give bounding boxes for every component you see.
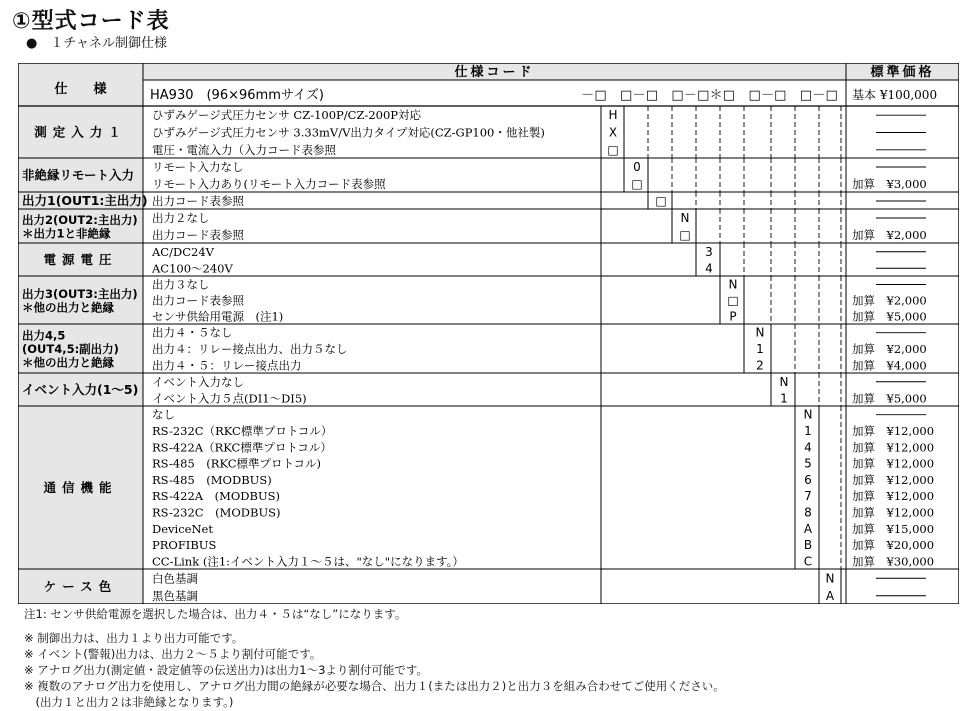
spec-header: 仕 様 bbox=[54, 82, 107, 97]
code-char: 8 bbox=[804, 505, 812, 520]
spec-label: ケース色 bbox=[43, 579, 118, 594]
code-char: P bbox=[729, 309, 737, 324]
code-char: A bbox=[825, 588, 835, 603]
price-header: 標準価格 bbox=[870, 65, 935, 80]
note-line: ※ 制御出力は、出力１より出力可能です。 bbox=[24, 631, 244, 645]
option-price: 加算 ¥2,000 bbox=[852, 228, 927, 242]
code-char: 1 bbox=[756, 342, 764, 356]
option-text: RS-232C（RKC標準プロトコル） bbox=[152, 423, 333, 438]
option-price: 加算 ¥5,000 bbox=[852, 391, 927, 406]
option-text: 出力コード表参照 bbox=[152, 228, 244, 242]
code-char: N bbox=[779, 374, 789, 389]
option-price: 加算 ¥4,000 bbox=[852, 358, 927, 373]
code-char: N bbox=[755, 325, 765, 340]
note-line: (出力１と出力２は非絶縁となります。) bbox=[24, 695, 234, 709]
spec-label: 出力3(OUT3:主出力) bbox=[22, 286, 138, 301]
option-text: 黒色基調 bbox=[152, 588, 198, 603]
option-price: 加算 ¥3,000 bbox=[852, 177, 927, 191]
code-char: H bbox=[608, 108, 618, 123]
code-char: 5 bbox=[804, 456, 812, 471]
option-price: 加算 ¥5,000 bbox=[852, 309, 927, 324]
spec-label: 測定入力１ bbox=[34, 124, 127, 140]
option-text: 出力４：リレー接点出力、出力５なし bbox=[152, 342, 348, 356]
section-subtitle: ● １チャネル制御仕様 bbox=[26, 36, 167, 51]
spec-label: ＊出力1と非絶縁 bbox=[22, 226, 111, 241]
spec-label: (OUT4,5:副出力) bbox=[22, 342, 119, 356]
page-title: ①型式コード表 bbox=[12, 9, 170, 34]
code-char: 7 bbox=[804, 489, 812, 504]
code-char: N bbox=[680, 211, 690, 225]
option-text: RS-485 (RKC標準プロトコル) bbox=[152, 456, 322, 471]
code-char: N bbox=[825, 571, 835, 586]
option-text: 出力２なし bbox=[152, 211, 210, 225]
code-char: □ bbox=[679, 228, 691, 242]
note-line: ※ アナログ出力(測定値・設定値等の伝送出力)は出力1～3より割付可能です。 bbox=[24, 663, 428, 677]
spec-label: 出力4,5 bbox=[22, 328, 66, 343]
code-pattern: －□ □－□ □－□＊□ □－□ □－□ bbox=[581, 88, 838, 103]
code-char: □ bbox=[655, 194, 667, 208]
code-char: N bbox=[803, 407, 813, 422]
option-text: AC/DC24V bbox=[152, 244, 214, 259]
model-name: HA930 (96×96mmサイズ) bbox=[150, 88, 324, 103]
option-price: 加算 ¥12,000 bbox=[852, 423, 935, 438]
option-text: RS-422A (MODBUS) bbox=[152, 489, 281, 504]
option-text: CC-Link (注1:イベント入力１～５は、"なし"になります。） bbox=[152, 554, 464, 569]
option-price: 加算 ¥15,000 bbox=[852, 521, 935, 536]
option-text: PROFIBUS bbox=[152, 538, 217, 553]
option-text: センサ供給用電源 (注1) bbox=[152, 309, 284, 324]
option-price: 加算 ¥2,000 bbox=[852, 293, 927, 308]
code-char: 4 bbox=[705, 261, 713, 276]
spec-label: 電源電圧 bbox=[43, 252, 118, 267]
option-text: 出力４・５：リレー接点出力 bbox=[152, 358, 302, 373]
option-price: 加算 ¥20,000 bbox=[852, 538, 935, 553]
note-line: 注1: センサ供給電源を選択した場合は、出力４・５は“なし”になります。 bbox=[24, 607, 407, 621]
option-text: イベント入力５点(DI1～DI5) bbox=[152, 391, 307, 406]
option-text: 白色基調 bbox=[152, 571, 198, 586]
option-text: イベント入力なし bbox=[152, 374, 244, 389]
option-text: AC100～240V bbox=[152, 261, 233, 276]
code-header: 仕様コード bbox=[454, 65, 535, 80]
note-line: ※ イベント(警報)出力は、出力２～５より割付可能です。 bbox=[24, 647, 322, 661]
code-char: □ bbox=[631, 177, 643, 191]
option-text: 出力３なし bbox=[152, 277, 210, 292]
option-price: 加算 ¥30,000 bbox=[852, 554, 935, 569]
option-price: 加算 ¥12,000 bbox=[852, 456, 935, 471]
spec-label: 非絶縁リモート入力 bbox=[22, 167, 135, 183]
code-char: N bbox=[728, 277, 738, 292]
option-text: ひずみゲージ式圧力センサ 3.33mV/V出力タイプ対応(CZ-GP100・他社製) bbox=[152, 125, 545, 140]
option-text: なし bbox=[152, 407, 175, 422]
option-text: DeviceNet bbox=[152, 521, 213, 536]
option-text: RS-485 (MODBUS) bbox=[152, 472, 272, 487]
option-price: 加算 ¥12,000 bbox=[852, 489, 935, 504]
model-code-table bbox=[18, 63, 959, 604]
option-text: リモート入力なし bbox=[152, 160, 244, 174]
option-text: 出力コード表参照 bbox=[152, 293, 244, 308]
code-char: B bbox=[803, 538, 813, 553]
spec-label: イベント入力(1～5) bbox=[22, 382, 139, 397]
code-char: □ bbox=[727, 293, 739, 308]
option-text: ひずみゲージ式圧力センサ CZ-100P/CZ-200P対応 bbox=[152, 108, 422, 123]
note-line: ※ 複数のアナログ出力を使用し、アナログ出力間の絶縁が必要な場合、出力１(または出力２)と出力３を組み合わせてご使用ください。 bbox=[24, 679, 725, 693]
option-text: 電圧・電流入力（入力コード表参照 bbox=[152, 142, 336, 157]
code-char: 3 bbox=[705, 244, 713, 259]
option-price: 加算 ¥2,000 bbox=[852, 342, 927, 356]
code-char: 0 bbox=[633, 160, 641, 174]
spec-label: ＊他の出力と絶縁 bbox=[22, 355, 114, 370]
code-char: X bbox=[608, 125, 618, 140]
spec-label: 出力1(OUT1:主出力) bbox=[22, 193, 148, 208]
option-text: 出力４・５なし bbox=[152, 325, 233, 340]
option-price: 加算 ¥12,000 bbox=[852, 472, 935, 487]
code-char: 1 bbox=[804, 423, 812, 438]
base-price: 基本 ¥100,000 bbox=[852, 88, 938, 102]
option-price: 加算 ¥12,000 bbox=[852, 505, 935, 520]
option-text: リモート入力あり(リモート入力コード表参照 bbox=[152, 177, 386, 191]
code-char: 4 bbox=[804, 440, 812, 455]
option-text: 出力コード表参照 bbox=[152, 194, 244, 208]
code-char: C bbox=[803, 554, 813, 569]
spec-label: ＊他の出力と絶縁 bbox=[22, 300, 114, 315]
spec-label: 通信機能 bbox=[43, 480, 118, 495]
option-text: RS-422A（RKC標準プロトコル） bbox=[152, 440, 332, 455]
code-char: 6 bbox=[804, 472, 812, 487]
code-char: 2 bbox=[756, 358, 764, 373]
notes bbox=[24, 606, 954, 710]
code-char: A bbox=[803, 521, 813, 536]
option-price: 加算 ¥12,000 bbox=[852, 440, 935, 455]
code-char: □ bbox=[607, 142, 619, 157]
spec-label: 出力2(OUT2:主出力) bbox=[22, 212, 138, 227]
option-text: RS-232C (MODBUS) bbox=[152, 505, 281, 520]
code-char: 1 bbox=[780, 391, 788, 406]
